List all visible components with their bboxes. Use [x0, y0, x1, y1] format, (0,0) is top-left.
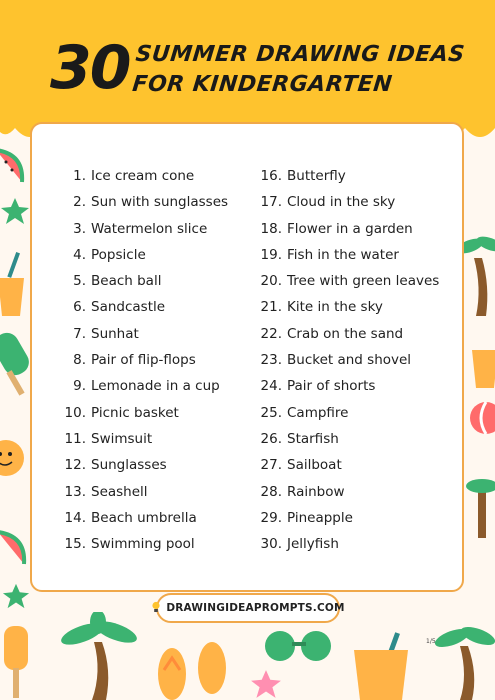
list-item: 6. Sandcastle	[73, 299, 166, 316]
list-item: 15. Swimming pool	[64, 536, 195, 553]
website-text: DRAWINGIDEAPROMPTS.COM	[166, 602, 345, 614]
page-number: 1/5	[426, 638, 436, 645]
palm-tree-icon-4	[432, 616, 495, 700]
list-item: 27. Sailboat	[260, 457, 342, 474]
list-item: 13. Seashell	[64, 483, 148, 500]
list-item: 21. Kite in the sky	[260, 299, 383, 316]
idea-count: 30	[50, 33, 130, 103]
page-title	[131, 40, 466, 100]
list-item: 5. Beach ball	[73, 273, 162, 290]
list-item: 22. Crab on the sand	[260, 325, 404, 342]
sunglasses-icon	[262, 620, 336, 666]
title-line-1: SUMMER DRAWING IDEAS	[134, 42, 467, 67]
list-item: 9. Lemonade in a cup	[73, 378, 220, 395]
lightbulb-icon	[151, 601, 161, 616]
list-item: 16. Butterfly	[260, 168, 346, 184]
palm-tree-icon	[460, 228, 495, 318]
list-item: 19. Fish in the water	[260, 246, 399, 263]
list-item: 1. Ice cream cone	[73, 168, 195, 184]
list-item: 28. Rainbow	[260, 483, 345, 500]
ideas-list-right	[258, 166, 439, 560]
list-item: 14. Beach umbrella	[64, 509, 197, 526]
lemonade-icon	[0, 250, 28, 320]
list-item: 30. Jellyfish	[260, 536, 339, 553]
palm-tree-icon-2	[462, 470, 495, 540]
list-item: 2. Sun with sunglasses	[73, 194, 229, 211]
website-link[interactable]	[156, 593, 345, 623]
beach-ball-icon	[466, 398, 495, 438]
lemonade-icon-2	[470, 340, 495, 390]
list-item: 26. Starfish	[260, 430, 339, 447]
list-item: 18. Flower in a garden	[260, 220, 413, 237]
watermelon-icon-2	[0, 528, 30, 568]
list-item: 3. Watermelon slice	[73, 220, 208, 237]
palm-tree-icon-3	[58, 612, 138, 700]
popsicle-icon	[0, 330, 30, 400]
list-item: 12. Sunglasses	[64, 457, 167, 474]
list-item: 8. Pair of flip-flops	[73, 352, 196, 369]
list-item: 17. Cloud in the sky	[260, 194, 396, 211]
list-item: 25. Campfire	[260, 404, 349, 421]
star-icon-3	[250, 668, 282, 700]
list-item: 11. Swimsuit	[64, 430, 153, 447]
list-item: 7. Sunhat	[73, 325, 139, 342]
star-icon	[0, 196, 30, 226]
list-item: 20. Tree with green leaves	[260, 273, 440, 290]
title-line-2: FOR KINDERGARTEN	[131, 72, 394, 97]
list-item: 24. Pair of shorts	[260, 378, 376, 395]
popsicle-icon-2	[0, 622, 34, 700]
flip-flops-icon	[150, 640, 240, 700]
list-item: 23. Bucket and shovel	[260, 352, 412, 369]
star-icon-2	[2, 582, 30, 610]
lemonade-icon-3	[350, 630, 414, 700]
list-item: 29. Pineapple	[260, 509, 353, 526]
list-item: 4. Popsicle	[73, 246, 146, 263]
ideas-list-left	[62, 166, 228, 560]
watermelon-icon	[0, 146, 30, 186]
list-item: 10. Picnic basket	[64, 404, 179, 421]
